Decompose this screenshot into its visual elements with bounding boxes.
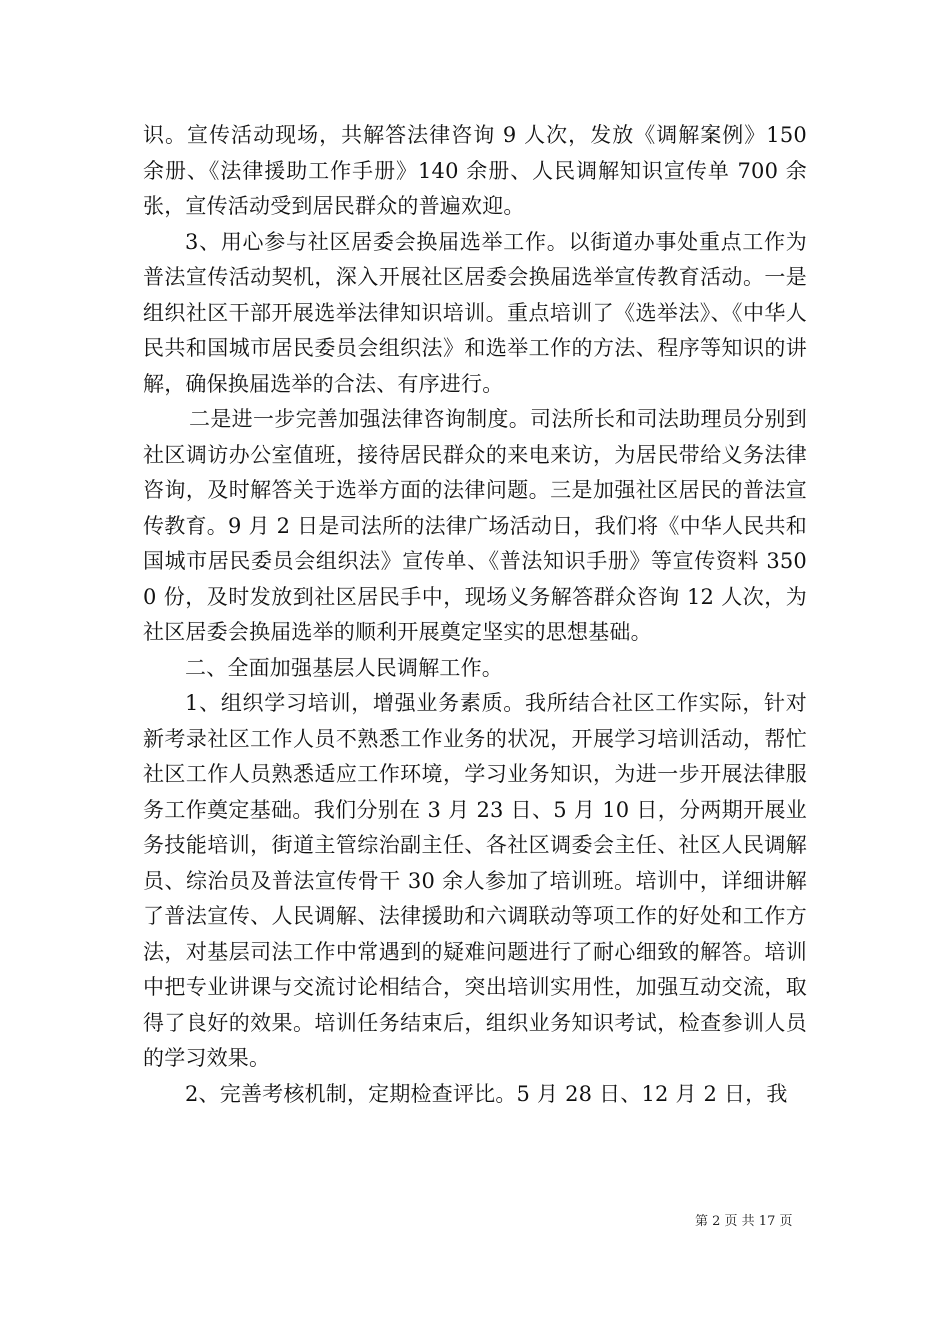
paragraph-election-work: 3、用心参与社区居委会换届选举工作。以街道办事处重点工作为普法宣传活动契机，深入开展社区居委会换届选举宣传教育活动。一是组织社区干部开展选举法律知识培训。重点培训了《选举法》、《中华人民共和国城市居民委员会组织法》和选举工作的方法、程序等知识的讲解，确保换届选举的合法、有序进行。 [143,229,807,396]
section-heading-mediation: 二、全面加强基层人民调解工作。 [185,655,503,680]
page-number: 第 2 页 共 17 页 [695,1214,793,1229]
paragraph-legal-consultation: 二是进一步完善加强法律咨询制度。司法所长和司法助理员分别到社区调访办公室值班，接待居民群众的来电来访，为居民带给义务法律咨询，及时解答关于选举方面的法律问题。三是加强社区居民的普法宣传教育。9 月 2 日是司法所的法律广场活动日，我们将《中华人民共和国城市居民委员会组织法》宣传单、《普法知识手册》等宣传资料 3500 份，及时发放到社区居民手中，现场义务解答群众咨询 12 人次，为社区居委会换届选举的顺利开展奠定坚实的思想基础。 [143,407,807,644]
paragraph-continuation: 识。宣传活动现场，共解答法律咨询 9 人次，发放《调解案例》150 余册、《法律援助工作手册》140 余册、人民调解知识宣传单 700 余张，宣传活动受到居民群众的普遍欢迎。 [143,123,807,218]
paragraph-training: 1、组织学习培训，增强业务素质。我所结合社区工作实际，针对新考录社区工作人员不熟悉工作业务的状况，开展学习培训活动，帮忙社区工作人员熟悉适应工作环境，学习业务知识，为进一步开展法律服务工作奠定基础。我们分别在 3 月 23 日、5 月 10 日，分两期开展业务技能培训，街道主管综治副主任、各社区调委会主任、社区人民调解员、综治员及普法宣传骨干 30 余人参加了培训班。培训中，详细讲解了普法宣传、人民调解、法律援助和六调联动等项工作的好处和工作方法，对基层司法工作中常遇到的疑难问题进行了耐心细致的解答。培训中把专业讲课与交流讨论相结合，突出培训实用性，加强互动交流，取得了良好的效果。培训任务结束后，组织业务知识考试，检查参训人员的学习效果。 [143,691,807,1070]
document-body [143,118,807,1112]
paragraph-assessment: 2、完善考核机制，定期检查评比。5 月 28 日、12 月 2 日，我 [185,1081,788,1106]
